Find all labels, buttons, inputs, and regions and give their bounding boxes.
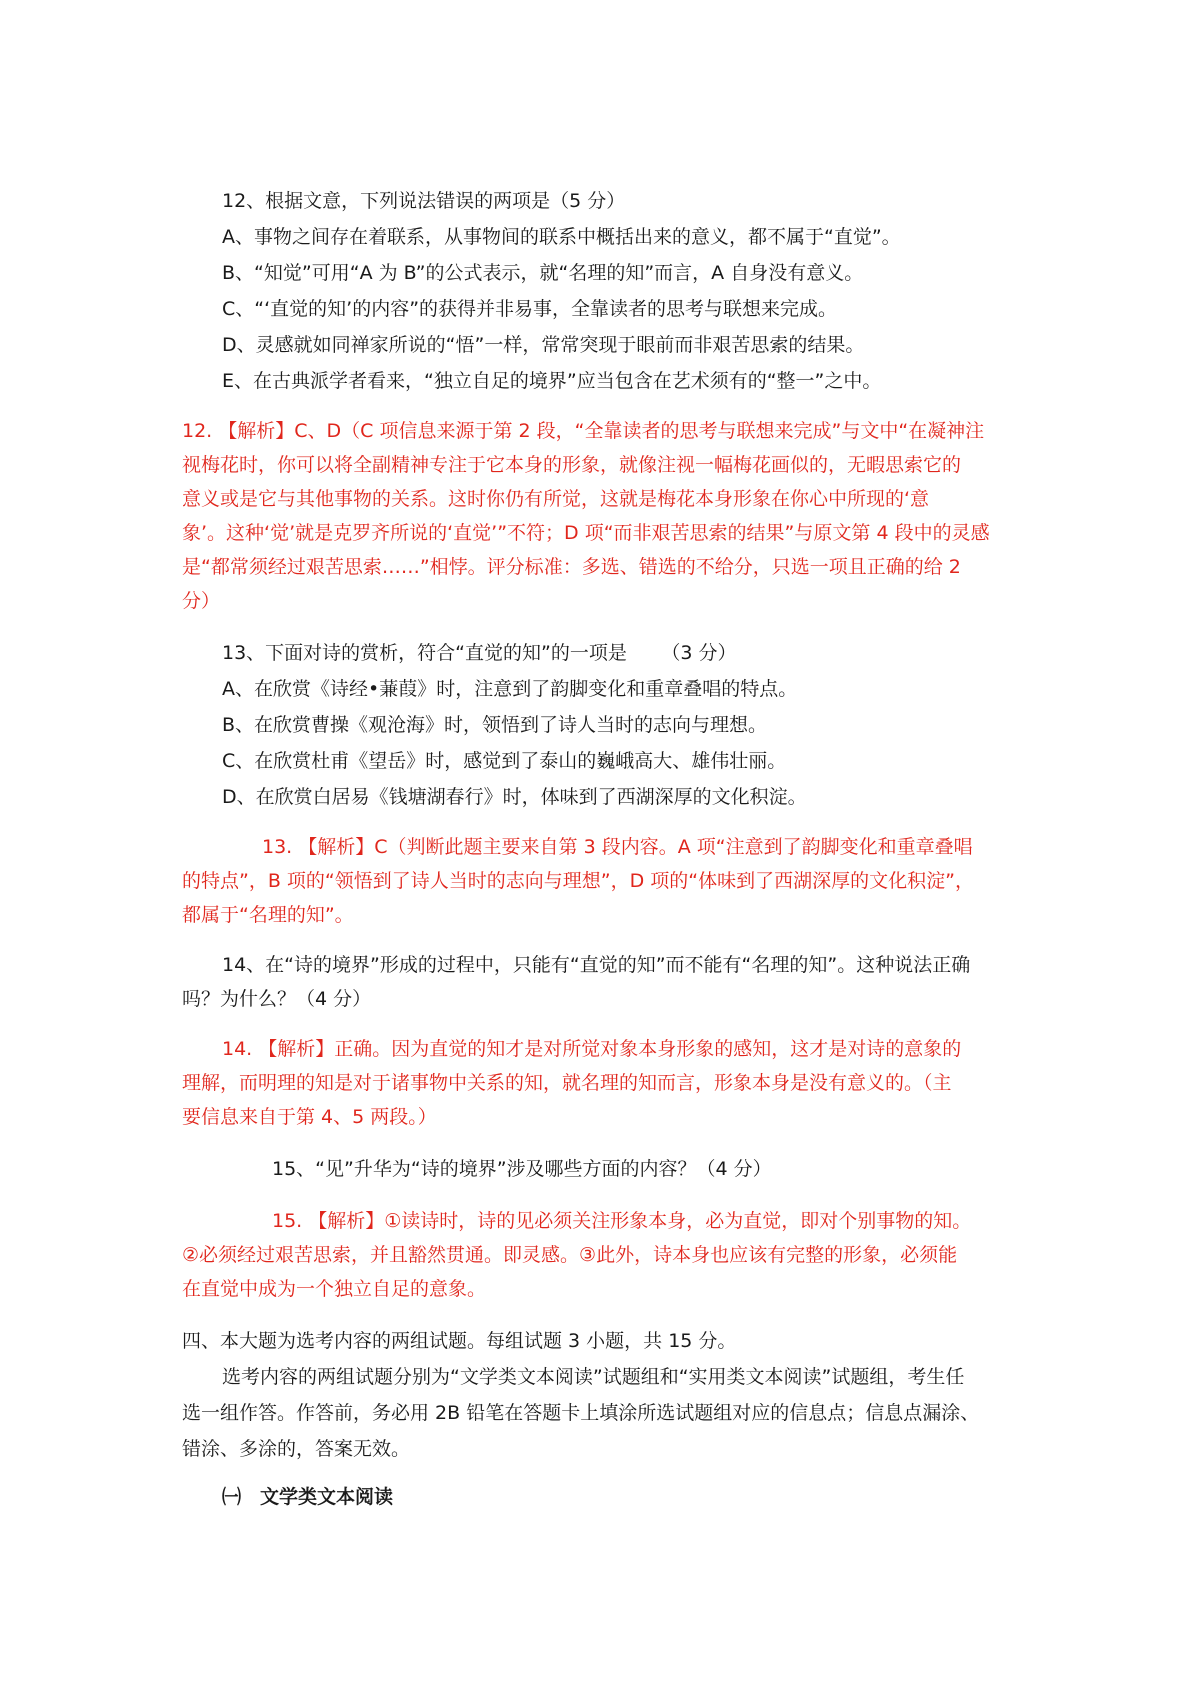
section4-subheading: ㈠ 文学类文本阅读 <box>222 1486 394 1508</box>
q12-stem: 12、根据文意，下列说法错误的两项是（5 分） <box>222 190 626 212</box>
q12-analysis-line: 象’。这种‘觉’就是克罗齐所说的‘直觉’”不符；D 项“而非艰苦思索的结果”与原文第 4 段中的灵感 <box>182 522 990 544</box>
q14-analysis-line: 14. 【解析】正确。因为直觉的知才是对所觉对象本身形象的感知，这才是对诗的意象的 <box>222 1038 962 1060</box>
q13-analysis-line: 的特点”，B 项的“领悟到了诗人当时的志向与理想”，D 项的“体味到了西湖深厚的文化积淀”， <box>182 870 974 892</box>
q12-analysis-line: 分） <box>182 590 221 612</box>
q12-analysis-line: 意义或是它与其他事物的关系。这时你仍有所觉，这就是梅花本身形象在你心中所现的‘意 <box>182 488 930 510</box>
q13-analysis-line: 13. 【解析】C（判断此题主要来自第 3 段内容。A 项“注意到了韵脚变化和重章叠唱 <box>262 836 973 858</box>
q12-analysis-line: 视梅花时，你可以将全副精神专注于它本身的形象，就像注视一幅梅花画似的，无暇思索它的 <box>182 454 962 476</box>
q15-analysis-line: 15. 【解析】①读诗时，诗的见必须关注形象本身，必为直觉，即对个别事物的知。 <box>272 1210 972 1232</box>
q12-option-e: E、在古典派学者看来，“独立自足的境界”应当包含在艺术须有的“整一”之中。 <box>222 370 882 392</box>
q14-stem-line: 14、在“诗的境界”形成的过程中，只能有“直觉的知”而不能有“名理的知”。这种说法正确 <box>222 954 971 976</box>
q15-analysis-line: ②必须经过艰苦思索，并且豁然贯通。即灵感。③此外，诗本身也应该有完整的形象，必须能 <box>182 1244 958 1266</box>
section4-body-line: 选考内容的两组试题分别为“文学类文本阅读”试题组和“实用类文本阅读”试题组，考生任 <box>222 1366 965 1388</box>
section4-body-line: 错涂、多涂的，答案无效。 <box>182 1438 411 1460</box>
q13-option-b: B、在欣赏曹操《观沧海》时，领悟到了诗人当时的志向与理想。 <box>222 714 768 736</box>
q12-analysis-line: 是“都常须经过艰苦思索……”相悖。评分标准：多选、错选的不给分，只选一项且正确的给 2 <box>182 556 961 578</box>
q13-option-d: D、在欣赏白居易《钱塘湖春行》时，体味到了西湖深厚的文化积淀。 <box>222 786 807 808</box>
q12-analysis-line: 12. 【解析】C、D（C 项信息来源于第 2 段，“全靠读者的思考与联想来完成”与文中“在凝神注 <box>182 420 985 442</box>
q14-analysis-line: 要信息来自于第 4、5 两段。） <box>182 1106 437 1128</box>
section4-heading: 四、本大题为选考内容的两组试题。每组试题 3 小题，共 15 分。 <box>182 1330 737 1352</box>
q13-stem: 13、下面对诗的赏析，符合“直觉的知”的一项是 （3 分） <box>222 642 737 664</box>
section4-body-line: 选一组作答。作答前，务必用 2B 铅笔在答题卡上填涂所选试题组对应的信息点；信息点漏涂、 <box>182 1402 980 1424</box>
q15-analysis-line: 在直觉中成为一个独立自足的意象。 <box>182 1278 487 1300</box>
q15-stem: 15、“见”升华为“诗的境界”涉及哪些方面的内容？（4 分） <box>272 1158 772 1180</box>
q13-option-a: A、在欣赏《诗经•蒹葭》时，注意到了韵脚变化和重章叠唱的特点。 <box>222 678 798 700</box>
q12-option-c: C、“‘直觉的知’的内容”的获得并非易事，全靠读者的思考与联想来完成。 <box>222 298 838 320</box>
q14-analysis-line: 理解，而明理的知是对于诸事物中关系的知，就名理的知而言，形象本身是没有意义的。（主 <box>182 1072 952 1094</box>
q13-analysis-line: 都属于“名理的知”。 <box>182 904 354 926</box>
q13-option-c: C、在欣赏杜甫《望岳》时，感觉到了泰山的巍峨高大、雄伟壮丽。 <box>222 750 787 772</box>
q12-option-a: A、事物之间存在着联系，从事物间的联系中概括出来的意义，都不属于“直觉”。 <box>222 226 901 248</box>
q12-option-d: D、灵感就如同禅家所说的“悟”一样，常常突现于眼前而非艰苦思索的结果。 <box>222 334 865 356</box>
q14-stem-line: 吗？为什么？（4 分） <box>182 988 372 1010</box>
q12-option-b: B、“知觉”可用“A 为 B”的公式表示，就“名理的知”而言，A 自身没有意义。 <box>222 262 864 284</box>
